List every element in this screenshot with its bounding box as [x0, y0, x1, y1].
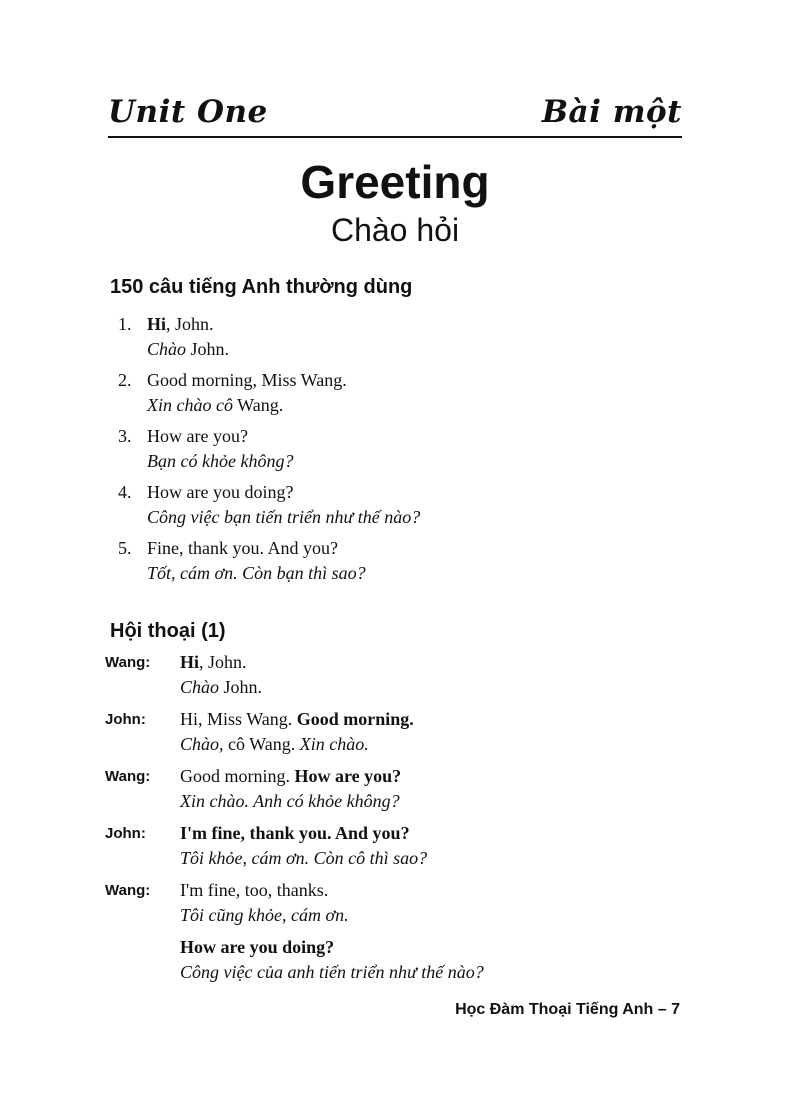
line-vi: Tôi khỏe, cám ơn. Còn cô thì sao?: [180, 848, 428, 868]
line-en: How are you doing?: [180, 937, 335, 957]
line-vi: Chào, cô Wang. Xin chào.: [180, 734, 369, 754]
speaker-label: Wang:: [105, 882, 151, 899]
lesson-title-vi: Chào hỏi: [330, 212, 460, 248]
page-footer: Học Đàm Thoại Tiếng Anh – 7: [455, 1001, 680, 1018]
item-number: 5.: [118, 538, 132, 558]
phrase-vi: Chào John.: [147, 339, 230, 359]
phrase-vi: Bạn có khỏe không?: [147, 451, 294, 471]
unit-header: [108, 92, 682, 138]
phrase-vi: Công việc bạn tiến triển như thế nào?: [147, 507, 421, 527]
speaker-label: John:: [105, 711, 146, 728]
phrase-en: Good morning, Miss Wang.: [147, 370, 347, 390]
dialog-heading: Hội thoại (1): [110, 620, 226, 642]
line-en: I'm fine, thank you. And you?: [180, 823, 410, 843]
item-number: 4.: [118, 482, 132, 502]
phrase-en: Hi, John.: [147, 314, 214, 334]
phrase-en: Fine, thank you. And you?: [147, 538, 338, 558]
item-number: 1.: [118, 314, 132, 334]
line-en: I'm fine, too, thanks.: [180, 880, 329, 900]
phrases-heading: 150 câu tiếng Anh thường dùng: [110, 276, 413, 298]
phrase-vi: Tốt, cám ơn. Còn bạn thì sao?: [147, 563, 366, 583]
speaker-label: Wang:: [105, 654, 151, 671]
unit-title-en: Unit One: [108, 94, 268, 130]
phrase-en: How are you doing?: [147, 482, 294, 502]
line-en: Hi, John.: [180, 652, 247, 672]
line-en: Hi, Miss Wang. Good morning.: [180, 709, 414, 729]
speaker-label: John:: [105, 825, 146, 842]
lesson-title-en: Greeting: [300, 156, 490, 208]
line-vi: Công việc của anh tiến triển như thế nào?: [180, 962, 484, 982]
item-number: 3.: [118, 426, 132, 446]
line-vi: Tôi cũng khỏe, cám ơn.: [180, 905, 349, 925]
line-vi: Chào John.: [180, 677, 263, 697]
line-en: Good morning. How are you?: [180, 766, 402, 786]
speaker-label: Wang:: [105, 768, 151, 785]
line-vi: Xin chào. Anh có khỏe không?: [180, 791, 400, 811]
phrase-en: How are you?: [147, 426, 248, 446]
phrase-vi: Xin chào cô Wang.: [147, 395, 284, 415]
unit-title-vi: Bài một: [541, 94, 682, 130]
item-number: 2.: [118, 370, 132, 390]
